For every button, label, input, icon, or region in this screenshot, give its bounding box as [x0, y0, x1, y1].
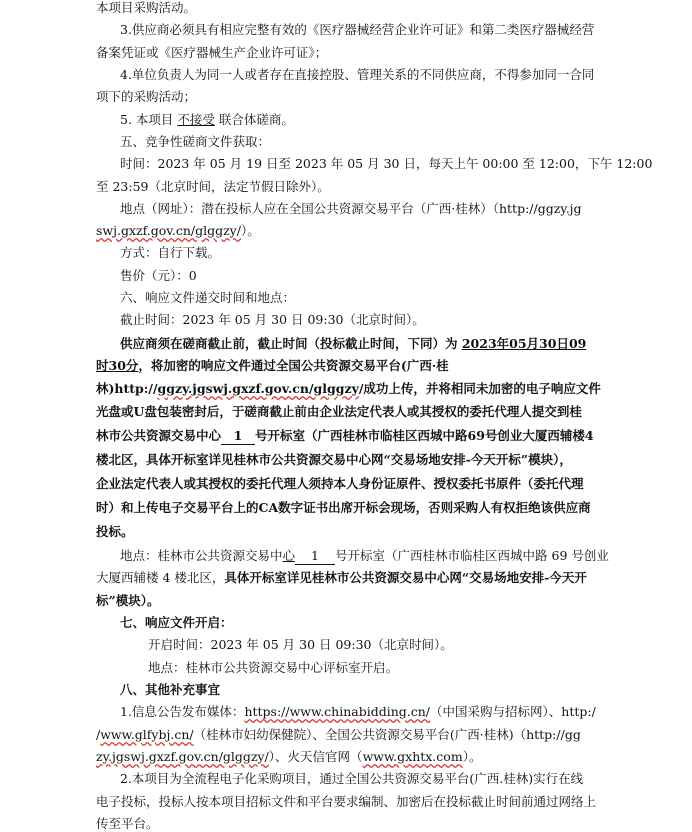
deadline-date: 2023年05月30日09 [461, 336, 587, 351]
bold-text-line: 时）和上传电子交易平台上的CA数字证书出席开标会现场，否则采购人有权拒绝该供应商 [96, 500, 591, 515]
text-line: 地点：桂林市公共资源交易中心评标室开启。 [148, 660, 399, 675]
deadline-time: 时30分 [96, 358, 139, 373]
text-line: 2.本项目为全流程电子化采购项目，通过全国公共资源交易平台(广西.桂林)实行在线 [120, 771, 584, 786]
text-line: 地点（网址）：潜在投标人应在全国公共资源交易平台（广西·桂林）（http://ggzy.jg [120, 201, 582, 216]
url-link[interactable]: zy.jgswj.gxzf.gov.cn/glggzy/ [96, 749, 269, 764]
section-heading: 五、竞争性磋商文件获取： [120, 134, 271, 149]
text-line: /www.glfybj.cn/（桂林市妇幼保健院）、全国公共资源交易平台(广西·桂林)（http://gg [96, 727, 581, 742]
url-link[interactable]: www.glfybj.cn/ [100, 727, 194, 742]
text-line: 4.单位负责人为同一人或者存在直接控股、管理关系的不同供应商，不得参加同一合同 [120, 67, 595, 82]
section-heading: 七、响应文件开启： [120, 615, 233, 630]
bold-text-line: 楼北区，具体开标室详见桂林市公共资源交易中心网“交易场地安排-今天开标”模块）， [96, 452, 572, 467]
text-line: 方式：自行下载。 [120, 245, 221, 260]
bold-text-line: 标”模块）。 [96, 593, 160, 608]
text-line: 至 23:59（北京时间，法定节假日除外）。 [96, 179, 330, 194]
text-line: 传至平台。 [96, 816, 159, 831]
text-line: 电子投标，投标人按本项目招标文件和平台要求编制、加密后在投标截止时间前通过网络上 [96, 794, 597, 809]
url-link[interactable]: https://www.chinabidding.cn/ [244, 704, 431, 719]
section-heading: 六、响应文件递交时间和地点： [120, 290, 296, 305]
text-line: 5. 本项目 不接受 联合体磋商。 [120, 112, 294, 127]
text-line: 开启时间：2023 年 05 月 30 日 09:30（北京时间）。 [148, 637, 453, 652]
text-line: 本项目采购活动。 [96, 0, 197, 15]
bold-text-line: 企业法定代表人或其授权的委托代理人须持本人身份证原件、授权委托书原件（委托代理 [96, 476, 584, 491]
text-line: 1.信息公告发布媒体：https://www.chinabidding.cn/（中国采购与招标网）、http:/ [120, 704, 596, 719]
text-line: 项下的采购活动； [96, 89, 197, 104]
url-link[interactable]: ggzy.jgswj.gxzf.gov.cn/glggzy [157, 381, 359, 396]
bold-text-line: 林)http://ggzy.jgswj.gxzf.gov.cn/glggzy/成功上传，并将相同未加密的电子响应文件 [96, 381, 601, 396]
bold-text-line: 供应商须在磋商截止前，截止时间（投标截止时间，下同）为 2023年05月30日09 [120, 336, 587, 351]
url-link[interactable]: swj.gxzf.gov.cn/glggzy/ [96, 223, 241, 238]
bold-text-line: 投标。 [96, 524, 134, 539]
section-heading: 八、其他补充事宜 [120, 682, 221, 697]
room-number: 1 [221, 428, 255, 445]
underlined-field: 不接受 [177, 112, 215, 127]
text-line: 地点：桂林市公共资源交易中心 1 号开标室（广西桂林市临桂区西城中路 69 号创业 [120, 548, 609, 563]
room-number: 1 [295, 548, 335, 565]
bold-text-line: 林市公共资源交易中心 1 号开标室（广西桂林市临桂区西城中路69号创业大厦西辅楼4 [96, 428, 594, 443]
text-line: 3.供应商必须具有相应完整有效的《医疗器械经营企业许可证》和第二类医疗器械经营 [120, 22, 595, 37]
text-line: swj.gxzf.gov.cn/glggzy/）。 [96, 223, 260, 238]
text-line: 备案凭证或《医疗器械生产企业许可证》； [96, 45, 328, 60]
text-line: 售价（元）：0 [120, 268, 197, 283]
bold-text-line: 时30分，将加密的响应文件通过全国公共资源交易平台(广西·桂 [96, 358, 449, 373]
text-line: 时间：2023 年 05 月 19 日至 2023 年 05 月 30 日，每天上午 00:00 至 12:00，下午 12:00 [120, 156, 653, 171]
bold-text-line: 光盘或U盘包装密封后，于磋商截止前由企业法定代表人或其授权的委托代理人提交到桂 [96, 404, 582, 419]
url-link[interactable]: www.gxhtx.com [362, 749, 463, 764]
text-line: 大厦西辅楼 4 楼北区，具体开标室详见桂林市公共资源交易中心网“交易场地安排-今天开 [96, 570, 587, 585]
text-line: zy.jgswj.gxzf.gov.cn/glggzy/）、火天信官网（www.gxhtx.com）。 [96, 749, 482, 764]
text-line: 截止时间：2023 年 05 月 30 日 09:30（北京时间）。 [120, 312, 425, 327]
